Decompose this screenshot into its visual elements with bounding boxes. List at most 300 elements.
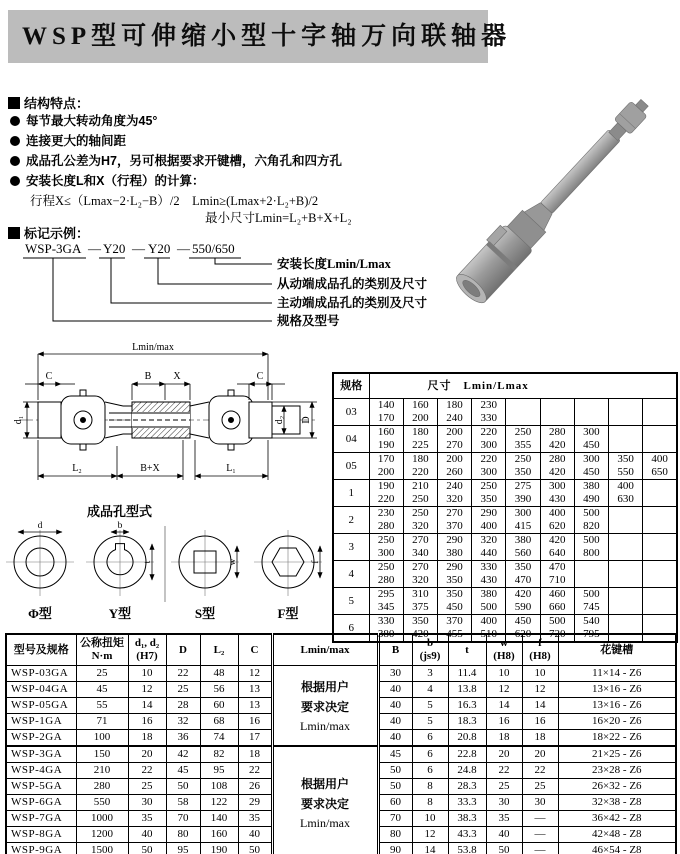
spec-value-cell: 6 bbox=[412, 746, 448, 763]
size-pair-cell: 300 415 bbox=[506, 507, 540, 534]
size-spec-cell: 03 bbox=[333, 399, 369, 426]
size-pair-cell: 400 630 bbox=[609, 480, 643, 507]
spec-value-cell: 122 bbox=[200, 795, 238, 811]
spec-value-cell: 60 bbox=[200, 698, 238, 714]
dim-label-x: X bbox=[173, 371, 181, 382]
spec-value-cell: 18 bbox=[238, 746, 272, 763]
size-pair-cell bbox=[643, 507, 677, 534]
spec-col-header: B bbox=[378, 634, 412, 666]
size-col-size: 尺寸 Lmin/Lmax bbox=[369, 373, 677, 399]
size-table-row bbox=[333, 426, 677, 453]
size-pair-cell: 160 200 bbox=[403, 399, 437, 426]
dim-f: f bbox=[311, 560, 321, 564]
size-pair-cell: 320 440 bbox=[472, 534, 506, 561]
spec-value-cell: 70 bbox=[378, 811, 412, 827]
spec-value-cell: 22 bbox=[238, 763, 272, 779]
size-table-body bbox=[333, 399, 677, 643]
size-pair-cell: 350 420 bbox=[403, 615, 437, 643]
spec-value-cell: 140 bbox=[200, 811, 238, 827]
spec-value-cell: 20.8 bbox=[448, 730, 486, 747]
spec-value-cell: 160 bbox=[200, 827, 238, 843]
spec-value-cell: 210 bbox=[76, 763, 128, 779]
size-pair-cell: 250 300 bbox=[369, 534, 403, 561]
size-pair-cell: 230 280 bbox=[369, 507, 403, 534]
size-pair-cell: 350 550 bbox=[609, 453, 643, 480]
spec-value-cell: 50 bbox=[486, 843, 522, 854]
size-pair-cell: 180 220 bbox=[403, 453, 437, 480]
spec-value-cell: 90 bbox=[378, 843, 412, 854]
spec-value-cell: 18 bbox=[128, 730, 166, 747]
size-pair-cell: 230 330 bbox=[472, 399, 506, 426]
spec-value-cell: 10 bbox=[412, 811, 448, 827]
size-pair-cell bbox=[643, 399, 677, 426]
spec-value-cell: 40 bbox=[378, 682, 412, 698]
size-pair-cell: 470 710 bbox=[540, 561, 574, 588]
spec-value-cell: 40 bbox=[378, 714, 412, 730]
size-spec-cell: 6 bbox=[333, 615, 369, 643]
spec-value-cell: 18 bbox=[522, 730, 558, 747]
marking-label-driven: 从动端成品孔的类别及尺寸 bbox=[277, 277, 428, 291]
spec-value-cell: 1200 bbox=[76, 827, 128, 843]
size-pair-cell bbox=[609, 588, 643, 615]
spec-value-cell: 23×28 - Z6 bbox=[558, 763, 676, 779]
size-pair-cell: 450 620 bbox=[506, 615, 540, 643]
marking-segment-model: WSP-3GA bbox=[25, 241, 82, 256]
spec-col-header: f (H8) bbox=[522, 634, 558, 666]
spec-value-cell: 13×16 - Z6 bbox=[558, 698, 676, 714]
spec-value-cell: 28 bbox=[166, 698, 200, 714]
size-table-row bbox=[333, 534, 677, 561]
size-pair-cell: 220 300 bbox=[472, 453, 506, 480]
dim-label-bx: B+X bbox=[140, 463, 160, 474]
spec-value-cell: 82 bbox=[200, 746, 238, 763]
spec-value-cell: 18×22 - Z6 bbox=[558, 730, 676, 747]
hole-type-label-s: S型 bbox=[194, 606, 216, 621]
spec-table bbox=[5, 633, 677, 854]
size-pair-cell: 370 455 bbox=[437, 615, 471, 643]
spec-value-cell: 35 bbox=[486, 811, 522, 827]
dash: — bbox=[132, 241, 145, 256]
size-pair-cell bbox=[506, 399, 540, 426]
spec-value-cell: 40 bbox=[378, 730, 412, 747]
size-pair-cell: 330 430 bbox=[472, 561, 506, 588]
spec-value-cell: 6 bbox=[412, 763, 448, 779]
spec-value-cell: 53.8 bbox=[448, 843, 486, 854]
spec-value-cell: 45 bbox=[378, 746, 412, 763]
spec-value-cell: 20 bbox=[522, 746, 558, 763]
size-pair-cell: 500 800 bbox=[574, 534, 608, 561]
spec-value-cell: 16×20 - Z6 bbox=[558, 714, 676, 730]
spec-value-cell: 32 bbox=[166, 714, 200, 730]
spec-value-cell: 50 bbox=[166, 779, 200, 795]
spec-col-header: d₁, d₂ (H7) bbox=[128, 634, 166, 666]
size-spec-cell: 3 bbox=[333, 534, 369, 561]
spec-col-header: t bbox=[448, 634, 486, 666]
spec-table-header-row bbox=[6, 634, 676, 666]
black-dot-bullet-icon bbox=[10, 116, 20, 126]
min-size-formula: 最小尺寸Lmin=L₂+B+X+L₂ bbox=[205, 211, 352, 225]
spec-value-cell: 12 bbox=[128, 682, 166, 698]
size-pair-cell bbox=[609, 399, 643, 426]
size-pair-cell: 400 620 bbox=[540, 507, 574, 534]
black-dot-bullet-icon bbox=[10, 136, 20, 146]
size-table-row bbox=[333, 588, 677, 615]
spec-table-row bbox=[6, 746, 676, 763]
hole-types-diagram bbox=[0, 500, 330, 628]
size-spec-cell: 4 bbox=[333, 561, 369, 588]
spec-col-header: 公称扭矩 N·m bbox=[76, 634, 128, 666]
spec-value-cell: 13 bbox=[238, 682, 272, 698]
spec-value-cell: 25 bbox=[486, 779, 522, 795]
spec-col-header: w (H8) bbox=[486, 634, 522, 666]
size-pair-cell: 290 380 bbox=[437, 534, 471, 561]
size-pair-cell: 290 400 bbox=[472, 507, 506, 534]
hole-type-label-y: Y型 bbox=[108, 606, 132, 621]
spec-value-cell: 40 bbox=[238, 827, 272, 843]
spec-value-cell: 11.4 bbox=[448, 666, 486, 682]
feature-item: 安装长度L和X（行程）的计算： bbox=[10, 174, 204, 188]
black-square-bullet-icon bbox=[8, 227, 20, 239]
spec-value-cell: 56 bbox=[200, 682, 238, 698]
size-pair-cell: 250 280 bbox=[369, 561, 403, 588]
spec-value-cell: 29 bbox=[238, 795, 272, 811]
size-pair-cell: 275 390 bbox=[506, 480, 540, 507]
size-pair-cell: 420 590 bbox=[506, 588, 540, 615]
spec-value-cell: — bbox=[522, 843, 558, 854]
spec-value-cell: 25 bbox=[166, 682, 200, 698]
size-pair-cell: 250 355 bbox=[506, 426, 540, 453]
spec-value-cell: 17 bbox=[238, 730, 272, 747]
spec-value-cell: 1000 bbox=[76, 811, 128, 827]
model-cell: WSP-03GA bbox=[6, 666, 76, 682]
dim-label-b: B bbox=[144, 371, 152, 382]
size-pair-cell: 160 190 bbox=[369, 426, 403, 453]
size-pair-cell: 250 320 bbox=[403, 507, 437, 534]
size-pair-cell: 500 720 bbox=[540, 615, 574, 643]
size-pair-cell bbox=[540, 399, 574, 426]
size-pair-cell bbox=[643, 561, 677, 588]
spec-value-cell: 35 bbox=[238, 811, 272, 827]
marking-diagram bbox=[0, 240, 430, 340]
spec-value-cell: 18 bbox=[486, 730, 522, 747]
spec-value-cell: 32×38 - Z8 bbox=[558, 795, 676, 811]
spec-value-cell: 95 bbox=[200, 763, 238, 779]
size-pair-cell: 180 225 bbox=[403, 426, 437, 453]
spec-value-cell: 30 bbox=[486, 795, 522, 811]
size-pair-cell bbox=[574, 399, 608, 426]
spec-col-header: C bbox=[238, 634, 272, 666]
size-pair-cell: 330 380 bbox=[369, 615, 403, 643]
lminmax-note-cell: 根据用户 要求决定 Lmin/max bbox=[272, 746, 378, 854]
model-cell: WSP-1GA bbox=[6, 714, 76, 730]
spec-col-header: 花键槽 bbox=[558, 634, 676, 666]
spec-value-cell: 80 bbox=[166, 827, 200, 843]
spec-value-cell: 13.8 bbox=[448, 682, 486, 698]
model-cell: WSP-3GA bbox=[6, 746, 76, 763]
spec-value-cell: 25 bbox=[76, 666, 128, 682]
model-cell: WSP-7GA bbox=[6, 811, 76, 827]
spec-value-cell: 3 bbox=[412, 666, 448, 682]
size-pair-cell: 380 490 bbox=[574, 480, 608, 507]
marking-segment-driven-hole: Y20 bbox=[148, 241, 171, 256]
size-pair-cell bbox=[609, 561, 643, 588]
size-pair-cell: 280 420 bbox=[540, 453, 574, 480]
size-table-row bbox=[333, 507, 677, 534]
size-table-row bbox=[333, 453, 677, 480]
spec-value-cell: 74 bbox=[200, 730, 238, 747]
spec-value-cell: 26 bbox=[238, 779, 272, 795]
hole-type-label-f: F型 bbox=[277, 606, 299, 621]
technical-drawing bbox=[5, 340, 330, 492]
page-title: WSP型可伸缩小型十字轴万向联轴器 bbox=[22, 23, 512, 50]
spec-value-cell: 14 bbox=[128, 698, 166, 714]
size-col-spec: 规格 bbox=[333, 373, 369, 399]
size-pair-cell: 380 500 bbox=[472, 588, 506, 615]
dim-label-l2: L₂ bbox=[72, 463, 82, 474]
spec-value-cell: 45 bbox=[76, 682, 128, 698]
spec-value-cell: 12 bbox=[412, 827, 448, 843]
dim-label-d2: d₂ bbox=[274, 415, 285, 425]
product-photo bbox=[428, 58, 678, 323]
spec-value-cell: 33.3 bbox=[448, 795, 486, 811]
size-pair-cell: 350 470 bbox=[506, 561, 540, 588]
feature-item: 每节最大转动角度为45° bbox=[10, 114, 157, 128]
feature-item: 连接更大的轴间距 bbox=[10, 134, 126, 148]
spec-value-cell: 80 bbox=[378, 827, 412, 843]
spec-value-cell: 190 bbox=[200, 843, 238, 854]
spec-value-cell: 30 bbox=[522, 795, 558, 811]
spec-value-cell: 70 bbox=[166, 811, 200, 827]
size-pair-cell: 220 300 bbox=[472, 426, 506, 453]
size-pair-cell: 200 260 bbox=[437, 453, 471, 480]
dash: — bbox=[88, 241, 101, 256]
marking-label-length: 安装长度Lmin/Lmax bbox=[277, 257, 391, 271]
spec-value-cell: 13 bbox=[238, 698, 272, 714]
spec-value-cell: 16 bbox=[522, 714, 558, 730]
spec-value-cell: 36×42 - Z8 bbox=[558, 811, 676, 827]
spec-value-cell: 16 bbox=[238, 714, 272, 730]
spec-value-cell: 16 bbox=[128, 714, 166, 730]
title-bar bbox=[8, 10, 512, 63]
spec-value-cell: 18.3 bbox=[448, 714, 486, 730]
size-pair-cell: 270 370 bbox=[437, 507, 471, 534]
spec-value-cell: 12 bbox=[522, 682, 558, 698]
size-pair-cell: 270 340 bbox=[403, 534, 437, 561]
spec-value-cell: 50 bbox=[128, 843, 166, 854]
spec-value-cell: 50 bbox=[238, 843, 272, 854]
spec-value-cell: 30 bbox=[128, 795, 166, 811]
spec-value-cell: 20 bbox=[128, 746, 166, 763]
spec-value-cell: 22 bbox=[128, 763, 166, 779]
dim-d: d bbox=[37, 521, 43, 531]
spec-value-cell: 11×14 - Z6 bbox=[558, 666, 676, 682]
dim-label-d1: d₁ bbox=[13, 415, 24, 425]
dim-label-l1: L₁ bbox=[226, 463, 236, 474]
features-heading: 结构特点： bbox=[8, 96, 89, 111]
spec-value-cell: 36 bbox=[166, 730, 200, 747]
size-pair-cell: 300 430 bbox=[540, 480, 574, 507]
size-spec-cell: 2 bbox=[333, 507, 369, 534]
spec-col-header: 型号及规格 bbox=[6, 634, 76, 666]
spec-value-cell: 42×48 - Z8 bbox=[558, 827, 676, 843]
size-pair-cell bbox=[643, 534, 677, 561]
spec-value-cell: 38.3 bbox=[448, 811, 486, 827]
spec-value-cell: 10 bbox=[128, 666, 166, 682]
spec-value-cell: 280 bbox=[76, 779, 128, 795]
size-table-row bbox=[333, 561, 677, 588]
lminmax-note-cell: 根据用户 要求决定 Lmin/max bbox=[272, 666, 378, 747]
size-pair-cell bbox=[609, 507, 643, 534]
travel-formula: 行程X≤（Lmax−2·L₂−B）/2 Lmin≥(Lmax+2·L₂+B)/2 bbox=[30, 194, 319, 208]
size-pair-cell: 290 350 bbox=[437, 561, 471, 588]
size-pair-cell: 240 320 bbox=[437, 480, 471, 507]
spec-value-cell: 40 bbox=[486, 827, 522, 843]
spec-table-row bbox=[6, 666, 676, 682]
size-pair-cell: 250 350 bbox=[506, 453, 540, 480]
size-pair-cell: 140 170 bbox=[369, 399, 403, 426]
size-pair-cell: 250 350 bbox=[472, 480, 506, 507]
size-pair-cell: 270 320 bbox=[403, 561, 437, 588]
size-spec-cell: 5 bbox=[333, 588, 369, 615]
dim-label-dd: D bbox=[301, 416, 312, 424]
spec-value-cell: 46×54 - Z8 bbox=[558, 843, 676, 854]
spec-value-cell: 25 bbox=[128, 779, 166, 795]
spec-value-cell: 550 bbox=[76, 795, 128, 811]
size-pair-cell: 400 510 bbox=[472, 615, 506, 643]
size-pair-cell bbox=[574, 561, 608, 588]
black-dot-bullet-icon bbox=[10, 176, 20, 186]
size-pair-cell: 170 200 bbox=[369, 453, 403, 480]
size-pair-cell: 295 345 bbox=[369, 588, 403, 615]
model-cell: WSP-9GA bbox=[6, 843, 76, 854]
spec-value-cell: 22 bbox=[522, 763, 558, 779]
dim-t: t bbox=[143, 560, 153, 564]
spec-value-cell: 8 bbox=[412, 779, 448, 795]
marking-segment-drive-hole: Y20 bbox=[103, 241, 126, 256]
size-pair-cell: 280 420 bbox=[540, 426, 574, 453]
spec-value-cell: 95 bbox=[166, 843, 200, 854]
spec-value-cell: 24.8 bbox=[448, 763, 486, 779]
dim-b: b bbox=[117, 521, 123, 531]
size-pair-cell: 420 640 bbox=[540, 534, 574, 561]
spec-value-cell: 21×25 - Z6 bbox=[558, 746, 676, 763]
size-table-row bbox=[333, 399, 677, 426]
spec-value-cell: 1500 bbox=[76, 843, 128, 854]
spec-value-cell: 45 bbox=[166, 763, 200, 779]
spec-value-cell: 10 bbox=[522, 666, 558, 682]
model-cell: WSP-05GA bbox=[6, 698, 76, 714]
spec-value-cell: 16 bbox=[486, 714, 522, 730]
spec-value-cell: 48 bbox=[200, 666, 238, 682]
size-pair-cell bbox=[609, 426, 643, 453]
spec-value-cell: 16.3 bbox=[448, 698, 486, 714]
dim-label-c-left: C bbox=[45, 371, 53, 382]
size-pair-cell: 210 250 bbox=[403, 480, 437, 507]
size-pair-cell: 300 450 bbox=[574, 453, 608, 480]
spec-value-cell: 42 bbox=[166, 746, 200, 763]
dim-w: w bbox=[228, 558, 238, 566]
spec-value-cell: 14 bbox=[412, 843, 448, 854]
spec-value-cell: 35 bbox=[128, 811, 166, 827]
spec-value-cell: — bbox=[522, 827, 558, 843]
model-cell: WSP-2GA bbox=[6, 730, 76, 747]
size-spec-cell: 1 bbox=[333, 480, 369, 507]
dash: — bbox=[177, 241, 190, 256]
spec-value-cell: 68 bbox=[200, 714, 238, 730]
spec-value-cell: 108 bbox=[200, 779, 238, 795]
size-pair-cell: 380 560 bbox=[506, 534, 540, 561]
spec-value-cell: 71 bbox=[76, 714, 128, 730]
dim-label-overall: Lmin/max bbox=[132, 342, 174, 353]
spec-value-cell: 12 bbox=[486, 682, 522, 698]
size-pair-cell: 350 450 bbox=[437, 588, 471, 615]
spec-value-cell: 22 bbox=[486, 763, 522, 779]
spec-value-cell: 14 bbox=[522, 698, 558, 714]
size-pair-cell: 400 650 bbox=[643, 453, 677, 480]
size-pair-cell bbox=[643, 480, 677, 507]
model-cell: WSP-04GA bbox=[6, 682, 76, 698]
spec-col-header: D bbox=[166, 634, 200, 666]
spec-col-header: b (js9) bbox=[412, 634, 448, 666]
hole-type-label-phi: Φ型 bbox=[28, 606, 52, 621]
spec-value-cell: 30 bbox=[378, 666, 412, 682]
hole-types-heading: 成品孔型式 bbox=[87, 504, 153, 519]
black-dot-bullet-icon bbox=[10, 156, 20, 166]
spec-value-cell: 6 bbox=[412, 730, 448, 747]
spec-value-cell: 60 bbox=[378, 795, 412, 811]
spec-value-cell: 55 bbox=[76, 698, 128, 714]
size-pair-cell bbox=[643, 588, 677, 615]
spec-value-cell: 40 bbox=[378, 698, 412, 714]
size-pair-cell bbox=[609, 534, 643, 561]
spec-value-cell: 22.8 bbox=[448, 746, 486, 763]
size-table bbox=[332, 372, 678, 643]
size-pair-cell: 500 745 bbox=[574, 588, 608, 615]
size-pair-cell: 200 270 bbox=[437, 426, 471, 453]
spec-value-cell: 25 bbox=[522, 779, 558, 795]
size-pair-cell: 540 795 bbox=[574, 615, 608, 643]
feature-item: 成品孔公差为H7，另可根据要求开键槽，六角孔和四方孔 bbox=[10, 154, 342, 168]
size-spec-cell: 04 bbox=[333, 426, 369, 453]
size-pair-cell: 500 820 bbox=[574, 507, 608, 534]
spec-value-cell: 4 bbox=[412, 682, 448, 698]
size-pair-cell: 300 450 bbox=[574, 426, 608, 453]
size-pair-cell: 310 375 bbox=[403, 588, 437, 615]
model-cell: WSP-4GA bbox=[6, 763, 76, 779]
spec-value-cell: 26×32 - Z6 bbox=[558, 779, 676, 795]
spec-table-body bbox=[6, 666, 676, 854]
spec-value-cell: 14 bbox=[486, 698, 522, 714]
spec-value-cell: 150 bbox=[76, 746, 128, 763]
size-pair-cell: 460 660 bbox=[540, 588, 574, 615]
spec-value-cell: 20 bbox=[486, 746, 522, 763]
model-cell: WSP-8GA bbox=[6, 827, 76, 843]
spec-value-cell: — bbox=[522, 811, 558, 827]
spec-value-cell: 50 bbox=[378, 763, 412, 779]
spec-value-cell: 22 bbox=[166, 666, 200, 682]
size-pair-cell: 190 220 bbox=[369, 480, 403, 507]
marking-heading: 标记示例： bbox=[8, 226, 89, 241]
black-square-bullet-icon bbox=[8, 97, 20, 109]
spec-value-cell: 13×16 - Z6 bbox=[558, 682, 676, 698]
marking-label-drive: 主动端成品孔的类别及尺寸 bbox=[277, 296, 428, 310]
spec-value-cell: 58 bbox=[166, 795, 200, 811]
spec-value-cell: 28.3 bbox=[448, 779, 486, 795]
spec-value-cell: 10 bbox=[486, 666, 522, 682]
spec-col-header: L₂ bbox=[200, 634, 238, 666]
spec-value-cell: 5 bbox=[412, 698, 448, 714]
size-pair-cell: 180 240 bbox=[437, 399, 471, 426]
